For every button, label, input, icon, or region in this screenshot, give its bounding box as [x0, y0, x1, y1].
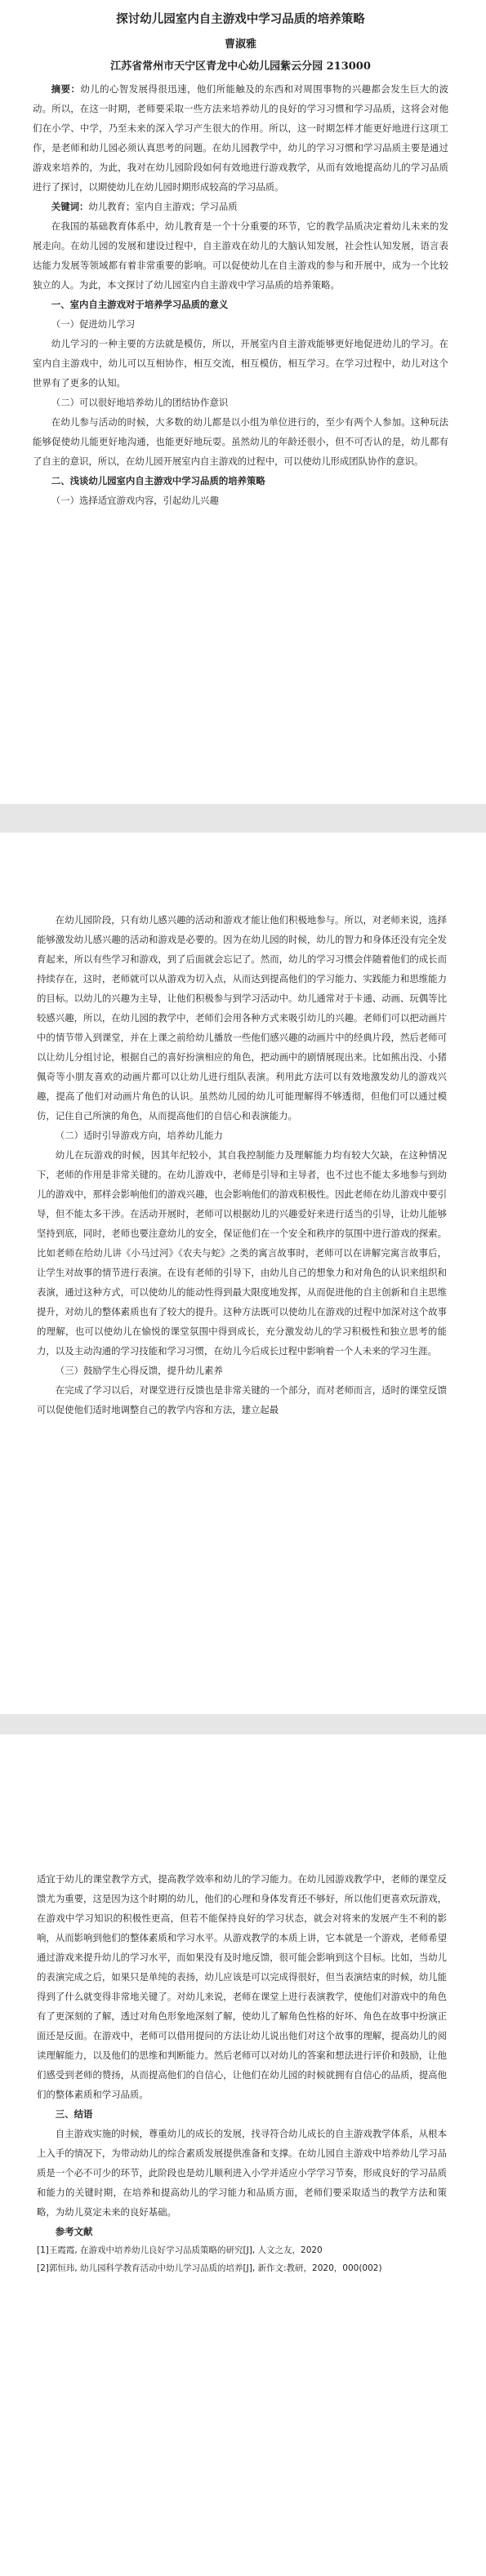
reference-item: [1]王霞霞, 在游戏中培养幼儿良好学习品质策略的研究[J], 人文之友，2020: [37, 2245, 323, 2255]
body-paragraph: 适宜于幼儿的课堂教学方式，提高教学效率和幼儿的学习能力。在幼儿园游戏教学中，老师的课堂反馈尤为重要，这是因为这个时期的幼儿，他们的心理和身体发育还不够好，所以他们更喜欢玩游戏，在游戏中学习知识的积极性更高，但若不能保持良好的学习状态，就会对将来的发展产生不利的影响，从而影响到他们的整体素质和学习水平。从游戏教学的本质上讲，它本就是一个游戏，老师希望通过游戏来提升幼儿的学习水平，而如果没有及时地反馈，很可能会影响到这个目标。比如，当幼儿的表演完成之后，如果只是单纯的表扬，幼儿应该是可以完成得很好，但当表演结束的时候，幼儿能得到了什么就变得非常地关键了。对幼儿来说，老师在课堂上进行表演教学，使他们对游戏中的角色有了更深刻的了解，透过对角色形象地深刻了解，使幼儿了解角色性格的好坏、角色在故事中扮演正面还是反面。在游戏中，老师可以借用提问的方法让幼儿说出他们对这个故事的理解，提高幼儿的阅读理解能力，以及他们的思维和判断能力。然后老师可以对幼儿的答案和想法进行评价和鼓励，让他们感受到老师的赞扬，从而提高他们的自信心，让他们在幼儿园的时候就拥有自信心的品质，提高他们的整体素质和学习品质。: [37, 1873, 447, 2100]
body-paragraph: 幼儿学习的一种主要的方法就是模仿，所以，开展室内自主游戏能够更好地促进幼儿的学习。在室内自主游戏中，幼儿可以互相协作，相互交流，相互模仿，相互学习。在学习过程中，幼儿对这个世界有了更多的认知。: [33, 338, 448, 389]
body-paragraph: 在幼儿参与活动的时候，大多数的幼儿都是以小组为单位进行的，至少有两个人参加。这种玩法能够促使幼儿能更好地沟通，也能更好地玩耍。虽然幼儿的年龄还很小，但不可否认的是，幼儿都有了自主的意识，所以，在幼儿园开展室内自主游戏的过程中，可以使幼儿形成团队协作的意识。: [33, 416, 448, 467]
subsection-heading-2-2: （二）适时引导游戏方向，培养幼儿能力: [55, 1130, 223, 1141]
section-heading-2: 二、浅谈幼儿园室内自主游戏中学习品质的培养策略: [51, 475, 265, 486]
abstract-label: 摘要：: [51, 83, 81, 95]
reference-item: [2]郭恒玮, 幼儿园科学教育活动中幼儿学习品质的培养[J], 新作文:教研，2020，000(002): [37, 2263, 382, 2273]
author-affiliation: 江苏省常州市天宁区青龙中心幼儿园紫云分园 213000: [110, 60, 371, 73]
keywords-label: 关键词：: [51, 201, 89, 212]
body-paragraph: 自主游戏实施的时候，尊重幼儿的成长的发展，找寻符合幼儿成长的自主游戏教学体系，从根本上入手的情况下，为带动幼儿的综合素质发展提供准备和支撑。在幼儿园自主游戏中培养幼儿学习品质是一个必不可少的环节，此阶段也是幼儿顺利进入小学并适应小学学习节奏，形成良好的学习品质和能力的关键时期，在培养和提高幼儿的学习能力和品质方面，老师们要采取适当的教学方法和策略，为幼儿莫定未来的良好基础。: [37, 2128, 447, 2218]
keywords-text: 幼儿教育；室内自主游戏；学习品质: [88, 201, 238, 212]
abstract-text: 幼儿的心智发展得很迅速，他们所能触及的东西和对周围事物的兴趣都会发生巨大的波动。所以，在这一时期，老师要采取一些方法来培养幼儿的良好的学习习惯和学习品质，这将会对他们在小学、中学，乃至未来的深入学习产生很大的作用。所以，这一时期怎样才能更好地进行这项工作，是老师和幼儿园必须认真思考的问题。在幼儿园教学中，幼儿的学习习惯和学习品质主要是通过游戏来培养的，为此，我对在幼儿园阶段如何有效地进行游戏教学，从而有效地提高幼儿的学习品质进行了探讨，以期使幼儿在幼儿园时期形成较高的学习品质。: [33, 83, 448, 193]
keywords-paragraph: [33, 197, 448, 216]
subsection-heading-2-3: （三）鼓励学生心得反馈，提升幼儿素养: [55, 1365, 223, 1376]
body-paragraph: 在完成了学习以后，对课堂进行反馈也是非常关键的一个部分，而对老师而言，适时的课堂反馈可以促使他们适时地调整自己的教学内容和方法，建立起最: [37, 1384, 447, 1415]
page-3: [0, 1734, 486, 2576]
subsection-heading-2-1: （一）选择适宜游戏内容，引起幼儿兴趣: [51, 495, 219, 506]
section-heading-1: 一、室内自主游戏对于培养学习品质的意义: [51, 299, 229, 310]
page-2: [0, 833, 486, 1714]
author-name: 曹淑雅: [224, 38, 256, 51]
abstract-paragraph: [33, 79, 448, 197]
page-1: [0, 0, 486, 804]
body-paragraph: 在幼儿园阶段，只有幼儿感兴趣的活动和游戏才能让他们积极地参与。所以，对老师来说，选择能够激发幼儿感兴趣的活动和游戏是必要的。因为在幼儿园的时候，幼儿的智力和身体还没有完全发育起来，所以有些学习和游戏，到了后面就会忘记了。然而，幼儿的学习习惯会伴随着他们的成长而持续存在，这时，老师就可以从游戏为切入点，从而达到提高他们的学习能力、实践能力和思维能力的目标。以幼儿的兴趣为主导，让他们积极参与到学习活动中。幼儿通常对于卡通、动画、玩偶等比较感兴趣，所以，在幼儿园的教学中，老师们会用各种方式来吸引幼儿的兴趣。老师们可以把动画片中的情节带入到课堂，并在上课之前给幼儿播放一些他们感兴趣的动画片中的经典片段，然后老师可以让幼儿分组讨论，根据自己的喜好扮演相应的角色，把动画中的剧情展现出来。比如熊出没、小猪佩奇等小朋友喜欢的动画片都可以让幼儿进行组队表演。利用此方法可以有效地激发幼儿的游戏兴趣，提高了他们对动画片角色的认识。虽然幼儿园的幼儿可能理解得不够透彻，但他们可以通过模仿，记住自己所演的角色，从而提高他们的自信心和表演能力。: [37, 914, 447, 1121]
subsection-heading-1-2: （二）可以很好地培养幼儿的团结协作意识: [51, 397, 229, 408]
subsection-heading-1-1: （一）促进幼儿学习: [51, 318, 136, 330]
intro-paragraph: 在我国的基础教育体系中，幼儿教育是一个十分重要的环节，它的教学品质决定着幼儿未来的发展走向。在幼儿园的发展和建设过程中，自主游戏在幼儿的大脑认知发展，社会性认知发展，语言表达能力发展等领域都有着非常重要的影响。可以促使幼儿在自主游戏的参与和开展中，成为一个比较独立的人。为此，本文探讨了幼儿园室内自主游戏中学习品质的培养策略。: [33, 220, 448, 291]
body-paragraph: 幼儿在玩游戏的时候，因其年纪较小，其自我控制能力及理解能力均有较大欠缺，在这种情况下，老师的作用是非常关键的。在幼儿游戏中，老师是引导和主导者，也不过也不能太多地参与到幼儿的游戏中，那样会影响他们的游戏兴趣，也会影响他们的游戏积极性。因此老师在幼儿游戏中要引导，但不能太多干涉。在活动开展时，老师可以根据幼儿的兴趣爱好来进行适当的引导，让幼儿能够坚持到底，同时，老师也要注意幼儿的安全，保证他们在一个安全和秩序的氛围中进行游戏的探索。比如老师在给幼儿讲《小马过河》《农夫与蛇》之类的寓言故事时，老师可以在讲解完寓言故事后，让学生对故事的情节进行表演。在设有老师的引导下，由幼儿自己的想象力和对角色的认识来组织和表演，通过这种方式，可以使幼儿的能动性得到最大限度地发挥，从而促进他的自主创新和自主思维提升，对幼儿的整体素质也有了较大的提升。这种方法既可以使幼儿在游戏的过程中加深对这个故事的理解，也可以使幼儿在愉悦的课堂氛围中得到成长，充分激发幼儿的学习积极性和独立思考的能力，以及主动沟通的学习技能和学习习惯，在幼儿今后成长过程中影响着一个人未来的学习生涯。: [37, 1149, 447, 1357]
section-heading-3: 三、结语: [55, 2108, 93, 2120]
paper-title: 探讨幼儿园室内自主游戏中学习品质的培养策略: [116, 12, 365, 26]
references-heading: 参考文献: [55, 2226, 93, 2237]
